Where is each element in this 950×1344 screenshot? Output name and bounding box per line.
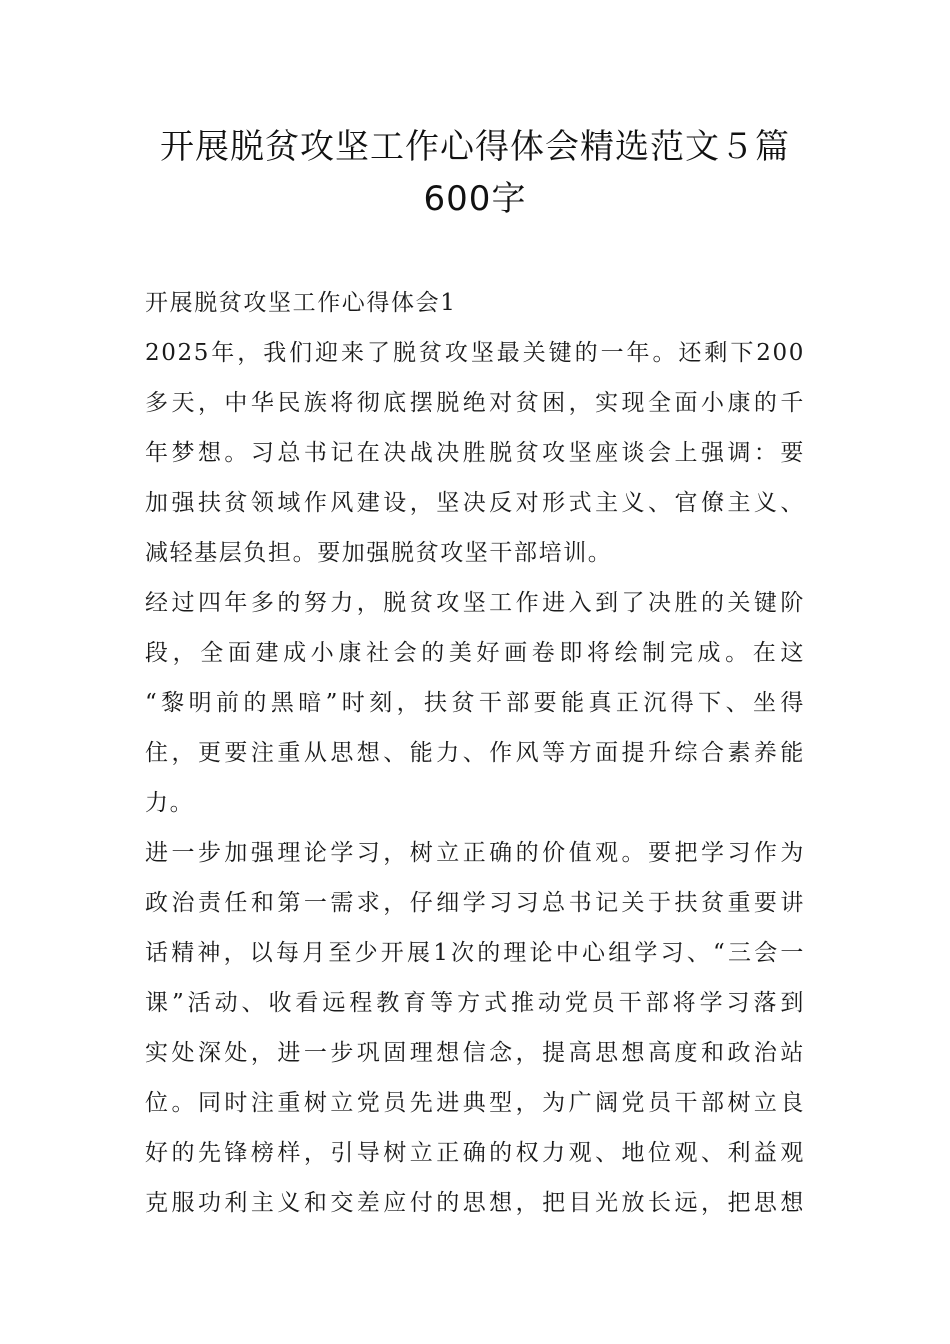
paragraph-line: 位。同时注重树立党员先进典型，为广阔党员干部树立良 bbox=[145, 1090, 805, 1116]
title-line-2: 600字 bbox=[423, 179, 527, 219]
paragraph-line: 课”活动、收看远程教育等方式推动党员干部将学习落到 bbox=[145, 990, 805, 1016]
paragraph-line: 话精神，以每月至少开展1次的理论中心组学习、“三会一 bbox=[145, 940, 805, 966]
section-heading: 开展脱贫攻坚工作心得体会1 bbox=[145, 290, 457, 316]
paragraph-line: 减轻基层负担。要加强脱贫攻坚干部培训。 bbox=[145, 540, 613, 566]
paragraph-line: 多天，中华民族将彻底摆脱绝对贫困，实现全面小康的千 bbox=[145, 390, 805, 416]
paragraph-line: 克服功利主义和交差应付的思想，把目光放长远，把思想 bbox=[145, 1190, 805, 1216]
paragraph-line: 进一步加强理论学习，树立正确的价值观。要把学习作为 bbox=[145, 840, 805, 866]
paragraph-line: 力。 bbox=[145, 790, 195, 816]
document-title bbox=[145, 121, 805, 225]
paragraph-line: 年梦想。习总书记在决战决胜脱贫攻坚座谈会上强调：要 bbox=[145, 440, 805, 466]
paragraph-line: 政治责任和第一需求，仔细学习习总书记关于扶贫重要讲 bbox=[145, 890, 805, 916]
paragraph-line: 经过四年多的努力，脱贫攻坚工作进入到了决胜的关键阶 bbox=[145, 590, 805, 616]
paragraph-line: 段，全面建成小康社会的美好画卷即将绘制完成。在这 bbox=[145, 640, 805, 666]
paragraph-line: 实处深处，进一步巩固理想信念，提高思想高度和政治站 bbox=[145, 1040, 805, 1066]
title-line-1: 开展脱贫攻坚工作心得体会精选范文５篇 bbox=[160, 127, 790, 167]
paragraph-line: 加强扶贫领域作风建设，坚决反对形式主义、官僚主义、 bbox=[145, 490, 805, 516]
paragraph-line: 好的先锋榜样，引导树立正确的权力观、地位观、利益观 bbox=[145, 1140, 805, 1166]
paragraph-line: “黎明前的黑暗”时刻，扶贫干部要能真正沉得下、坐得 bbox=[145, 690, 805, 716]
paragraph-line: 住，更要注重从思想、能力、作风等方面提升综合素养能 bbox=[145, 740, 805, 766]
paragraph-line: 2025年，我们迎来了脱贫攻坚最关键的一年。还剩下200 bbox=[145, 340, 805, 366]
document-body bbox=[145, 278, 815, 1228]
